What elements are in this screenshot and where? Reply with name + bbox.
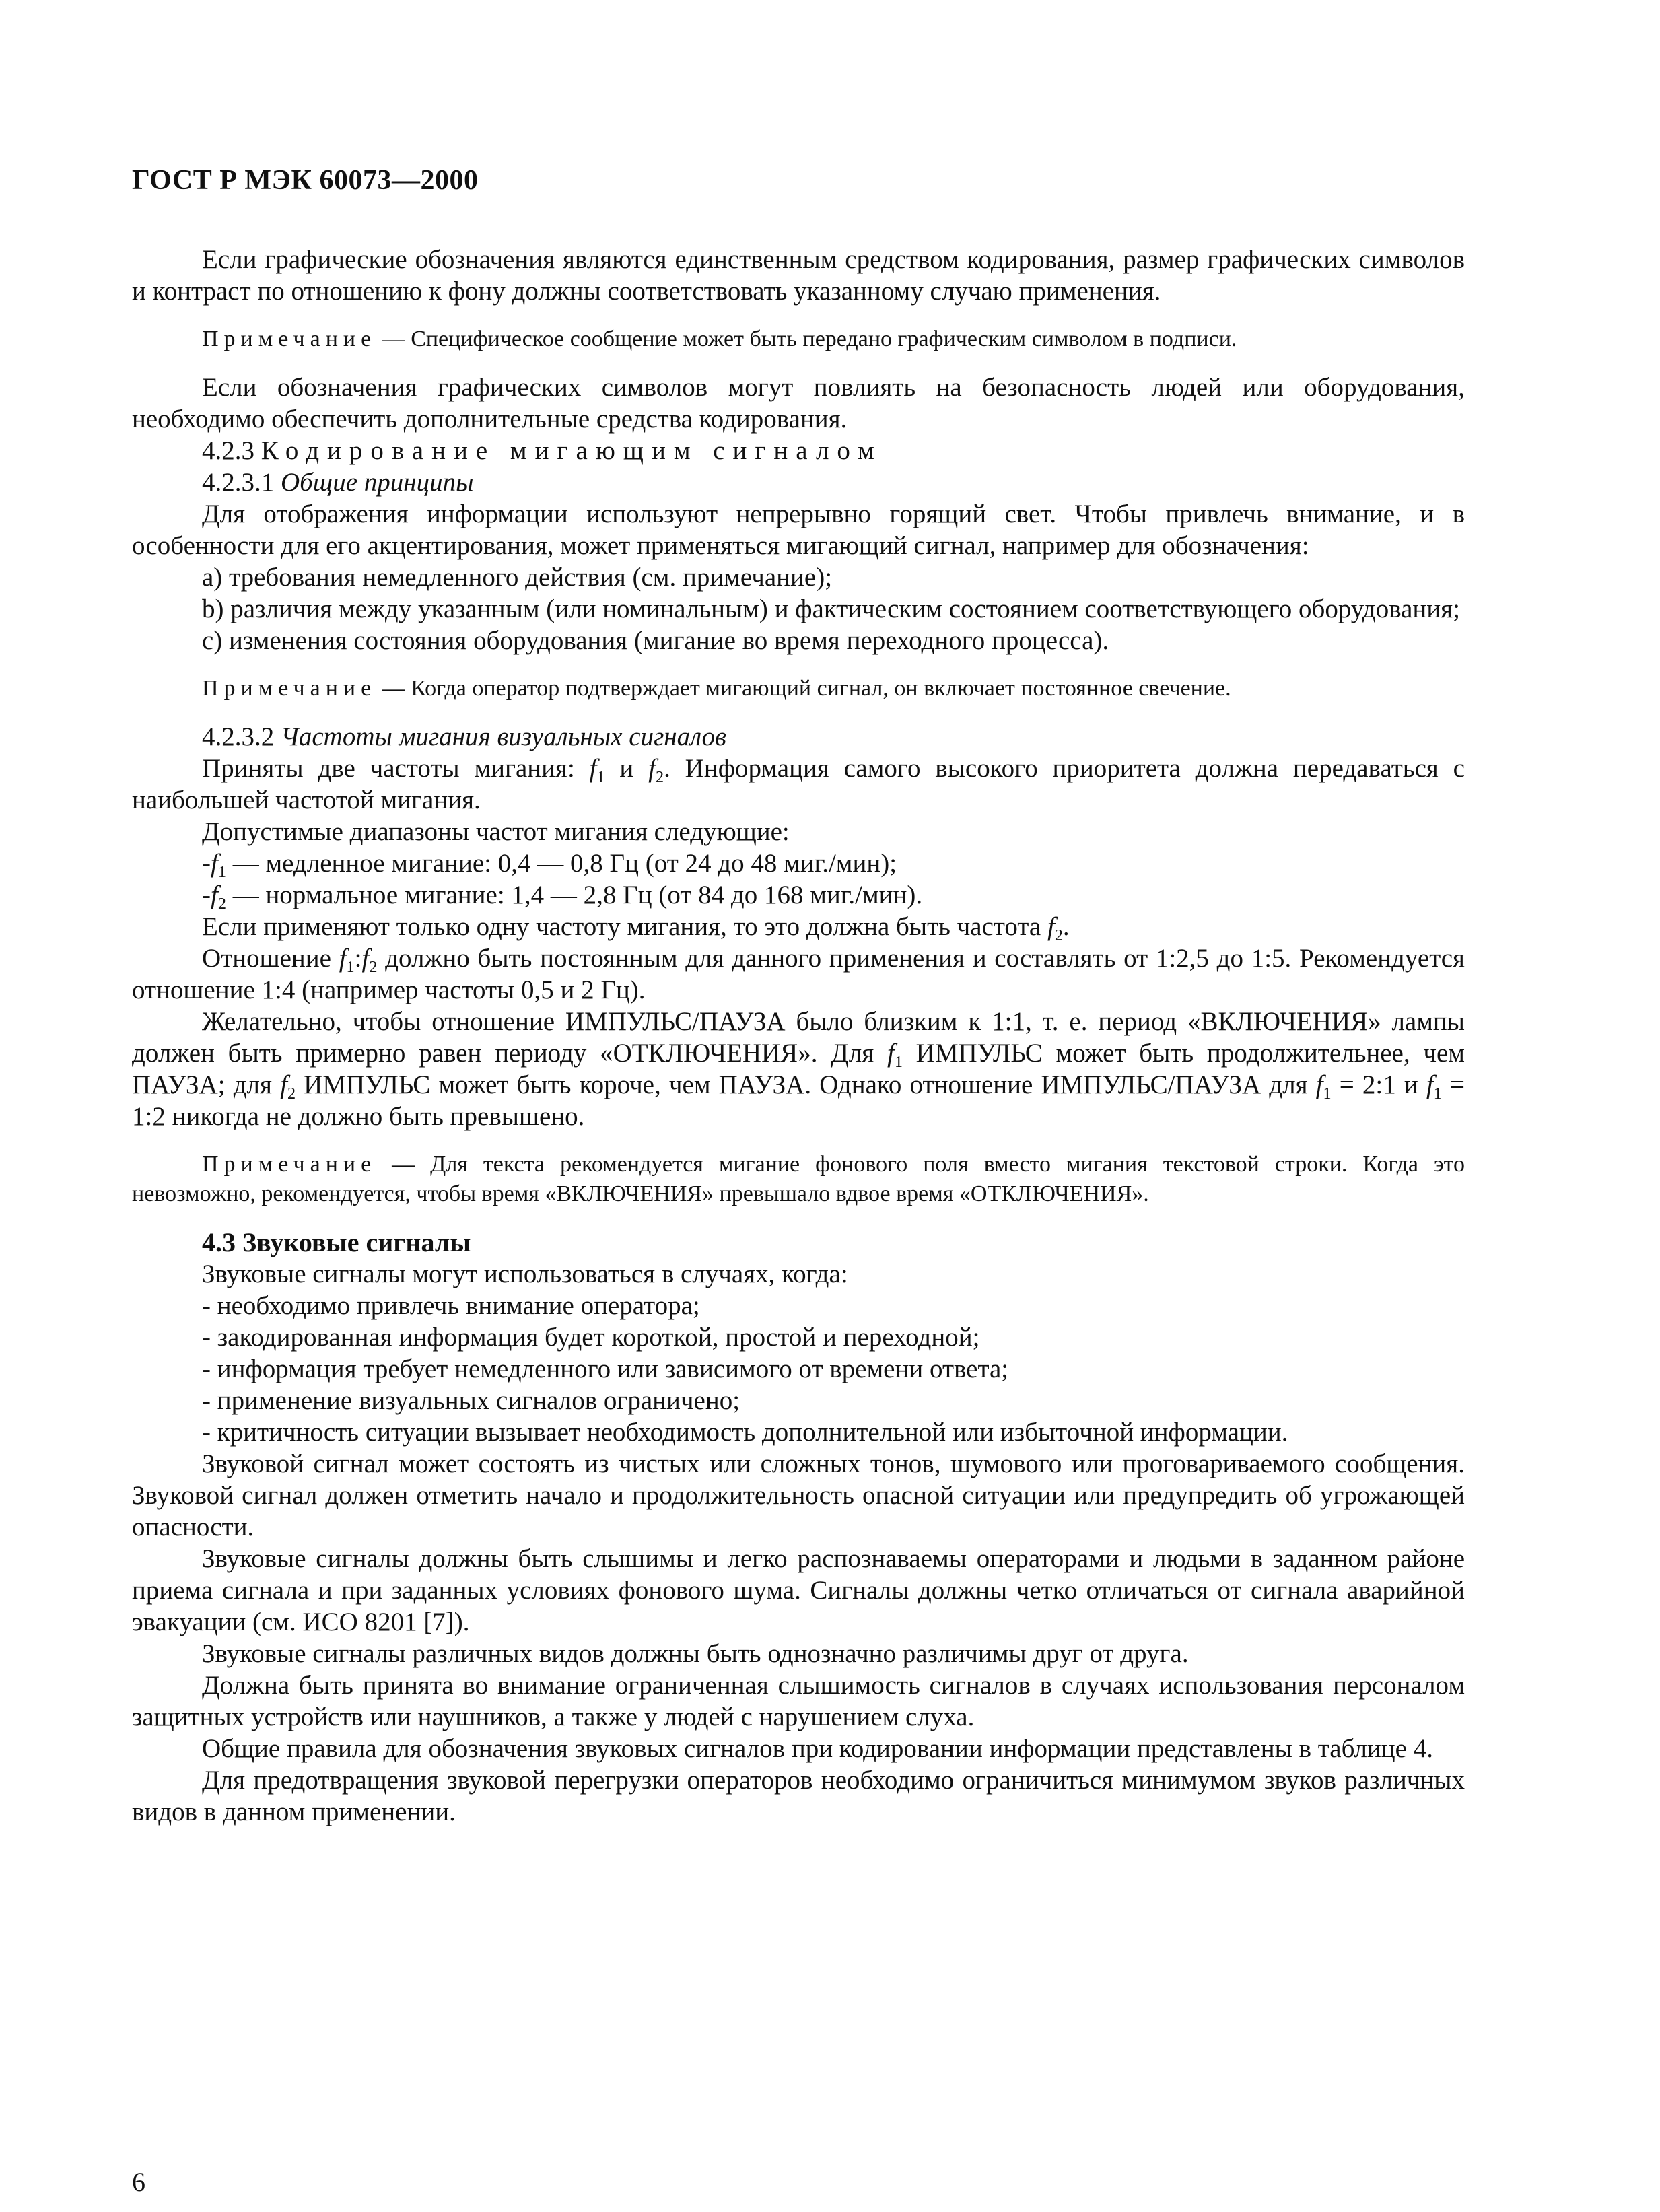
paragraph: Допустимые диапазоны частот мигания следующие: <box>202 817 790 846</box>
subscript: 1 <box>1433 1084 1442 1103</box>
paragraph: Общие правила для обозначения звуковых сигналов при кодировании информации представлены в таблице 4. <box>202 1734 1433 1763</box>
section-heading-4-2-3-2 <box>132 721 1465 753</box>
subscript: 2 <box>656 768 664 786</box>
list-item: c) изменения состояния оборудования (мигание во время переходного процесса). <box>202 626 1109 655</box>
dash: - <box>202 880 211 909</box>
paragraph: Звуковые сигналы различных видов должны быть однозначно различимы друг от друга. <box>202 1639 1189 1668</box>
paragraph: Звуковые сигналы должны быть слышимы и легко распознаваемы операторами и людьми в заданном районе приема сигнала и при заданных условиях фонового шума. Сигналы должны четко отличаться от сигнала аварийной эвакуации (см. ИСО 8201 [7]). <box>132 1544 1465 1636</box>
symbol-f: f <box>280 1070 287 1099</box>
dash: - <box>202 849 211 878</box>
subscript: 2 <box>217 895 226 913</box>
section-heading-4-3: 4.3 Звуковые сигналы <box>202 1227 471 1257</box>
list-item: b) различия между указанным (или номинальным) и фактическим состоянием соответствующего оборудования; <box>202 594 1460 623</box>
note-text: — Специфическое сообщение может быть передано графическим символом в подписи. <box>376 326 1237 351</box>
symbol-f: f <box>589 754 597 783</box>
note <box>132 674 1465 703</box>
symbol-f: f <box>211 880 218 909</box>
text-run: ИМПУЛЬС может быть продолжительнее, чем ПАУЗА; для <box>132 1039 1465 1099</box>
paragraph: Для отображения информации используют непрерывно горящий свет. Чтобы привлечь внимание, и в особенности для его акцентирования, может применяться мигающий сигнал, например для обозначения: <box>132 499 1465 560</box>
symbol-f: f <box>339 944 347 973</box>
section-title: Общие принципы <box>281 468 474 497</box>
note-label: Примечание <box>202 326 377 351</box>
section-number: 4.2.3.2 <box>202 722 281 751</box>
text-run: ИМПУЛЬС может быть короче, чем ПАУЗА. Однако отношение ИМПУЛЬС/ПАУЗА для <box>296 1070 1316 1099</box>
list-item <box>132 879 1465 911</box>
page-number: 6 <box>132 2167 145 2197</box>
text-run: = 2:1 и <box>1331 1070 1426 1099</box>
list-item: - необходимо привлечь внимание оператора; <box>202 1291 700 1320</box>
text-run: : <box>354 944 362 973</box>
paragraph: Если обозначения графических символов могут повлиять на безопасность людей или оборудования, необходимо обеспечить дополнительные средства кодирования. <box>132 373 1465 434</box>
section-heading-4-2-3-1 <box>132 466 1465 498</box>
document-header: ГОСТ Р МЭК 60073—2000 <box>132 165 479 196</box>
subscript: 1 <box>346 958 355 976</box>
section-number: 4.2.3.1 <box>202 468 281 497</box>
paragraph <box>132 1006 1465 1132</box>
paragraph: Звуковой сигнал может состоять из чистых или сложных тонов, шумового или проговариваемого сообщения. Звуковой сигнал должен отметить начало и продолжительность опасной ситуации или предупредить об угрожающей опасности. <box>132 1449 1465 1542</box>
list-item: - информация требует немедленного или зависимого от времени ответа; <box>202 1354 1009 1383</box>
list-item: - применение визуальных сигналов ограничено; <box>202 1386 740 1415</box>
paragraph: Если графические обозначения являются единственным средством кодирования, размер графических символов и контраст по отношению к фону должны соответствовать указанному случаю применения. <box>132 245 1465 306</box>
note <box>132 1150 1465 1209</box>
list-item: - закодированная информация будет короткой, простой и переходной; <box>202 1323 980 1352</box>
text-run: — медленное мигание: 0,4 — 0,8 Гц (от 24 до 48 миг./мин); <box>226 849 897 878</box>
subscript: 1 <box>596 768 605 786</box>
paragraph <box>132 911 1465 942</box>
symbol-f: f <box>648 754 656 783</box>
symbol-f: f <box>1426 1070 1434 1099</box>
text-run: . <box>1062 912 1070 941</box>
note-label: Примечание <box>202 1152 377 1177</box>
note-text: — Когда оператор подтверждает мигающий сигнал, он включает постоянное свечение. <box>376 676 1231 701</box>
subscript: 2 <box>369 958 378 976</box>
list-item <box>132 848 1465 879</box>
symbol-f: f <box>1047 912 1055 941</box>
subscript: 1 <box>1323 1084 1332 1103</box>
text-run: — нормальное мигание: 1,4 — 2,8 Гц (от 84 до 168 миг./мин). <box>226 880 923 909</box>
symbol-f: f <box>887 1039 895 1068</box>
symbol-f: f <box>1315 1070 1323 1099</box>
document-body <box>132 244 1465 1828</box>
text-run: должно быть постоянным для данного применения и составлять от 1:2,5 до 1:5. Рекомендуется отношение 1:4 (например частоты 0,5 и 2 Гц). <box>132 944 1465 1004</box>
paragraph: Должна быть принята во внимание ограниченная слышимость сигналов в случаях использования персоналом защитных устройств или наушников, а также у людей с нарушением слуха. <box>132 1671 1465 1731</box>
text-run: Желательно, чтобы отношение ИМПУЛЬС/ПАУЗА было близким к 1:1, т. е. период «ВКЛЮЧЕНИЯ» лампы должен быть примерно равен периоду «ОТКЛЮЧЕНИЯ». Для <box>132 1007 1465 1068</box>
section-heading-4-2-3 <box>132 435 1465 466</box>
note-label: Примечание <box>202 676 377 701</box>
text-run: и <box>604 754 649 783</box>
list-item: a) требования немедленного действия (см. примечание); <box>202 563 833 592</box>
section-title: Кодирование мигающим сигналом <box>261 436 883 465</box>
section-title: Частоты мигания визуальных сигналов <box>281 722 727 751</box>
document-page <box>132 0 1465 2212</box>
note <box>132 324 1465 354</box>
subscript: 2 <box>287 1084 296 1103</box>
text-run: Если применяют только одну частоту мигания, то это должна быть частота <box>202 912 1047 941</box>
subscript: 1 <box>894 1053 903 1071</box>
note-text: — Для текста рекомендуется мигание фонового поля вместо мигания текстовой строки. Когда это невозможно, рекомендуется, чтобы время «ВКЛЮЧЕНИЯ» превышало вдвое время «ОТКЛЮЧЕНИЯ». <box>132 1152 1465 1206</box>
subscript: 1 <box>217 863 226 881</box>
text-run: = 1:2 никогда не должно быть превышено. <box>132 1070 1465 1131</box>
paragraph: Звуковые сигналы могут использоваться в случаях, когда: <box>202 1259 848 1288</box>
symbol-f: f <box>361 944 370 973</box>
paragraph <box>132 753 1465 816</box>
text-run: Приняты две частоты мигания: <box>202 754 590 783</box>
paragraph <box>132 942 1465 1006</box>
paragraph: Для предотвращения звуковой перегрузки операторов необходимо ограничиться минимумом звуков различных видов в данном применении. <box>132 1766 1465 1826</box>
symbol-f: f <box>211 849 218 878</box>
text-run: . Информация самого высокого приоритета должна передаваться с наибольшей частотой мигания. <box>132 754 1465 815</box>
section-number: 4.2.3 <box>202 436 261 465</box>
list-item: - критичность ситуации вызывает необходимость дополнительной или избыточной информации. <box>202 1418 1288 1447</box>
text-run: Отношение <box>202 944 339 973</box>
subscript: 2 <box>1054 926 1063 944</box>
